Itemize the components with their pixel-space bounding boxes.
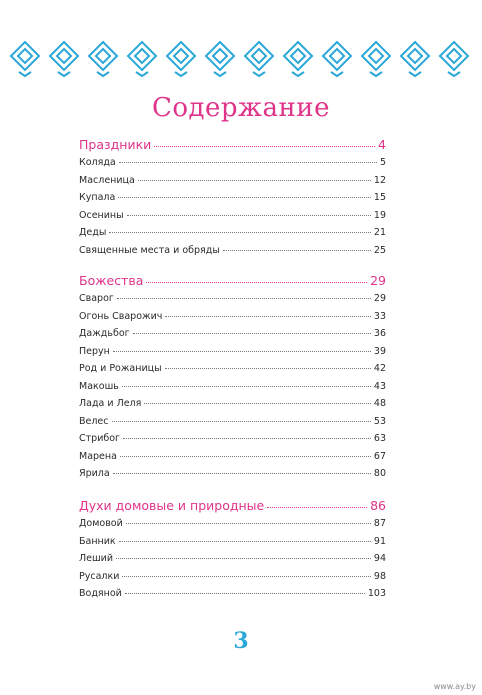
- toc-entry[interactable]: [79, 536, 386, 554]
- dot-leader: [113, 351, 371, 352]
- toc-entry[interactable]: [79, 381, 386, 399]
- section-page: 29: [370, 273, 386, 288]
- folk-ornament-border: [6, 38, 476, 78]
- toc-entry[interactable]: [79, 518, 386, 536]
- entry-label: Купала: [79, 192, 116, 203]
- entry-label: Род и Рожаницы: [79, 363, 162, 374]
- entry-page: 48: [373, 398, 386, 409]
- dot-leader: [120, 456, 371, 457]
- entry-label: Леший: [79, 553, 114, 564]
- ornament-motif: [440, 42, 468, 76]
- ornament-motif: [128, 42, 156, 76]
- entry-label: Водяной: [79, 588, 122, 599]
- entry-label: Стрибог: [79, 433, 121, 444]
- toc-entry[interactable]: [79, 433, 386, 451]
- entry-label: Марена: [79, 450, 117, 462]
- ornament-motif: [206, 42, 234, 76]
- dot-leader: [127, 215, 371, 216]
- dot-leader: [126, 523, 371, 524]
- toc-entry[interactable]: [79, 416, 386, 434]
- toc-entry[interactable]: [79, 328, 386, 346]
- watermark: www.ay.by: [433, 682, 476, 691]
- section-title: Божества: [79, 273, 144, 288]
- entry-page: 53: [373, 415, 386, 427]
- dot-leader: [267, 507, 367, 508]
- section-page: 4: [378, 137, 386, 152]
- entry-page: 5: [379, 157, 386, 168]
- page-number: 3: [233, 628, 249, 654]
- entry-label: Банник: [79, 535, 116, 547]
- entry-label: Сварог: [79, 293, 114, 304]
- entry-label: Масленица: [79, 174, 135, 186]
- entry-label: Лада и Леля: [79, 398, 142, 409]
- entry-page: 29: [373, 293, 386, 304]
- entry-label: Домовой: [79, 518, 123, 529]
- toc-section-heading[interactable]: [79, 273, 386, 293]
- toc-entry[interactable]: [79, 398, 386, 416]
- ornament-motif: [401, 42, 429, 76]
- entry-page: 87: [373, 518, 386, 529]
- ornament-motif: [284, 42, 312, 76]
- dot-leader: [138, 180, 371, 181]
- dot-leader: [116, 558, 371, 559]
- dot-leader: [109, 232, 371, 233]
- toc-entry[interactable]: [79, 571, 386, 589]
- toc-entry[interactable]: [79, 227, 386, 245]
- entry-page: 43: [373, 380, 386, 392]
- toc-entry[interactable]: [79, 192, 386, 210]
- ornament-motif: [89, 42, 117, 76]
- toc-entry[interactable]: [79, 363, 386, 381]
- entry-label: Деды: [79, 227, 107, 238]
- entry-label: Макошь: [79, 380, 119, 392]
- entry-label: Велес: [79, 415, 109, 427]
- dot-leader: [165, 316, 371, 317]
- entry-page: 19: [373, 209, 386, 221]
- entry-page: 33: [373, 310, 386, 322]
- entry-label: Ярила: [79, 468, 110, 479]
- toc-entry[interactable]: [79, 175, 386, 193]
- entry-label: Священные места и обряды: [79, 244, 220, 256]
- entry-page: 98: [373, 570, 386, 582]
- toc-entry[interactable]: [79, 245, 386, 263]
- toc-section-spirits: [79, 498, 386, 606]
- entry-page: 63: [373, 433, 386, 444]
- dot-leader: [119, 162, 377, 163]
- entry-label: Огонь Сварожич: [79, 310, 163, 322]
- entry-page: 12: [373, 174, 386, 186]
- dot-leader: [112, 421, 371, 422]
- toc-section-heading[interactable]: [79, 137, 386, 157]
- section-page: 86: [370, 498, 386, 513]
- toc-entry[interactable]: [79, 346, 386, 364]
- toc-entry[interactable]: [79, 157, 386, 175]
- dot-leader: [119, 541, 371, 542]
- entry-page: 80: [373, 468, 386, 479]
- entry-page: 36: [373, 328, 386, 339]
- dot-leader: [118, 197, 371, 198]
- entry-label: Осенины: [79, 209, 124, 221]
- toc-entry[interactable]: [79, 210, 386, 228]
- entry-page: 103: [367, 588, 386, 599]
- dot-leader: [154, 146, 375, 147]
- entry-page: 25: [373, 244, 386, 256]
- toc-entry[interactable]: [79, 553, 386, 571]
- dot-leader: [117, 298, 371, 299]
- dot-leader: [146, 282, 367, 283]
- entry-page: 42: [373, 363, 386, 374]
- dot-leader: [144, 403, 371, 404]
- entry-page: 67: [373, 450, 386, 462]
- toc-section-holidays: [79, 137, 386, 262]
- page-title: Содержание: [151, 93, 331, 123]
- ornament-motif: [323, 42, 351, 76]
- toc-section-heading[interactable]: [79, 498, 386, 518]
- dot-leader: [125, 593, 365, 594]
- ornament-motif: [11, 42, 39, 76]
- toc-entry[interactable]: [79, 588, 386, 606]
- dot-leader: [133, 333, 371, 334]
- ornament-motif: [50, 42, 78, 76]
- dot-leader: [122, 576, 371, 577]
- section-title: Духи домовые и природные: [79, 498, 265, 513]
- dot-leader: [165, 368, 371, 369]
- dot-leader: [122, 386, 371, 387]
- entry-page: 15: [373, 192, 386, 203]
- toc-entry[interactable]: [79, 451, 386, 469]
- entry-label: Коляда: [79, 157, 116, 168]
- toc-section-deities: [79, 273, 386, 486]
- entry-page: 94: [373, 553, 386, 564]
- entry-page: 91: [373, 535, 386, 547]
- entry-label: Русалки: [79, 570, 120, 582]
- toc-entry[interactable]: [79, 293, 386, 311]
- dot-leader: [123, 438, 371, 439]
- dot-leader: [223, 250, 371, 251]
- entry-page: 39: [373, 345, 386, 357]
- toc-entry[interactable]: [79, 311, 386, 329]
- ornament-motif: [167, 42, 195, 76]
- section-title: Праздники: [79, 137, 152, 152]
- dot-leader: [113, 473, 371, 474]
- entry-label: Даждьбог: [79, 328, 130, 339]
- ornament-motif: [362, 42, 390, 76]
- ornament-motif: [245, 42, 273, 76]
- entry-label: Перун: [79, 345, 110, 357]
- entry-page: 21: [373, 227, 386, 238]
- toc-entry[interactable]: [79, 468, 386, 486]
